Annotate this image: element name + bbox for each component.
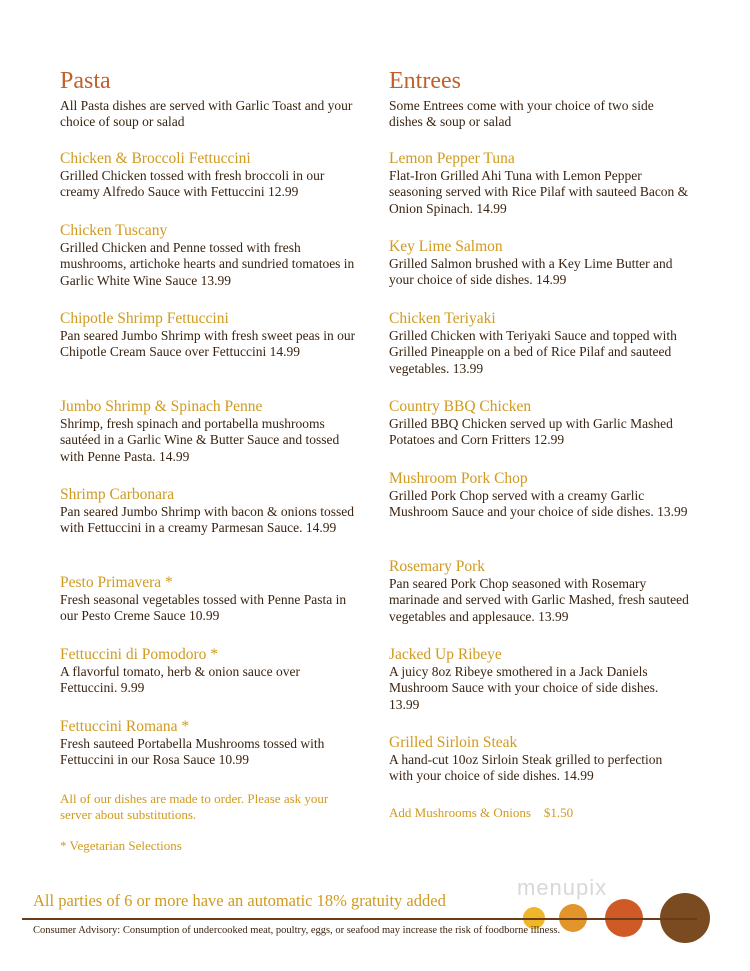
menu-item <box>389 398 689 449</box>
item-desc: A juicy 8oz Ribeye smothered in a Jack Daniels Mushroom Sauce with your choice of side dishes. 13.99 <box>389 664 659 712</box>
item-name: Key Lime Salmon <box>389 238 503 255</box>
item-desc: Pan seared Jumbo Shrimp with fresh sweet peas in our Chipotle Cream Sauce over Fettuccini 14.99 <box>60 328 356 360</box>
menu-item <box>389 238 689 289</box>
item-desc: Grilled Salmon brushed with a Key Lime Butter and your choice of side dishes. 14.99 <box>389 256 673 288</box>
entrees-title: Entrees <box>389 68 461 94</box>
menu-item <box>389 646 689 713</box>
item-desc: Grilled Chicken tossed with fresh broccoli in our creamy Alfredo Sauce with Fettuccini 12.99 <box>60 168 325 200</box>
item-name: Fettuccini Romana * <box>60 718 190 735</box>
menu-item <box>60 222 360 289</box>
menu-item <box>60 150 360 201</box>
item-desc: A flavorful tomato, herb & onion sauce over Fettuccini. 9.99 <box>60 664 300 696</box>
item-name: Fettuccini di Pomodoro * <box>60 646 219 663</box>
item-name: Chicken Teriyaki <box>389 310 496 327</box>
item-name: Mushroom Pork Chop <box>389 470 528 487</box>
item-name: Lemon Pepper Tuna <box>389 150 515 167</box>
item-desc: Grilled Chicken with Teriyaki Sauce and topped with Grilled Pineapple on a bed of Rice Pilaf and sauteed vegetables. 13.99 <box>389 328 677 376</box>
menu-item <box>60 486 360 537</box>
item-desc: Fresh seasonal vegetables tossed with Penne Pasta in our Pesto Creme Sauce 10.99 <box>60 592 347 624</box>
item-name: Chicken & Broccoli Fettuccini <box>60 150 251 167</box>
menu-item <box>60 310 360 361</box>
entrees-intro: Some Entrees come with your choice of two side dishes & soup or salad <box>389 98 654 129</box>
item-name: Grilled Sirloin Steak <box>389 734 518 751</box>
menu-item <box>389 150 689 217</box>
menu-item <box>60 646 360 697</box>
item-name: Shrimp Carbonara <box>60 486 175 503</box>
gratuity-notice: All parties of 6 or more have an automatic 18% gratuity added <box>33 891 446 910</box>
item-desc: Pan seared Pork Chop seasoned with Rosemary marinade and served with Garlic Mashed, fresh sauteed vegetables and applesauce. 13.99 <box>389 576 689 624</box>
item-desc: Pan seared Jumbo Shrimp with bacon & onions tossed with Fettuccini in a creamy Parmesan Sauce. 14.99 <box>60 504 354 536</box>
pasta-intro: All Pasta dishes are served with Garlic Toast and your choice of soup or salad <box>60 98 353 129</box>
item-desc: Grilled BBQ Chicken served up with Garlic Mashed Potatoes and Corn Fritters 12.99 <box>389 416 673 448</box>
footer-divider <box>22 918 697 920</box>
item-name: Pesto Primavera * <box>60 574 173 591</box>
menu-item <box>60 718 360 769</box>
item-name: Chicken Tuscany <box>60 222 168 239</box>
menu-item <box>60 398 360 465</box>
item-desc: Grilled Pork Chop served with a creamy Garlic Mushroom Sauce and your choice of side dishes. 13.99 <box>389 488 688 520</box>
item-desc: Fresh sauteed Portabella Mushrooms tossed with Fettuccini in our Rosa Sauce 10.99 <box>60 736 325 768</box>
item-name: Country BBQ Chicken <box>389 398 532 415</box>
item-name: Rosemary Pork <box>389 558 486 575</box>
pasta-column <box>60 66 360 130</box>
item-desc: Grilled Chicken and Penne tossed with fresh mushrooms, artichoke hearts and sundried tomatoes in Garlic White Wine Sauce 13.99 <box>60 240 355 288</box>
item-name: Jacked Up Ribeye <box>389 646 502 663</box>
item-name: Jumbo Shrimp & Spinach Penne <box>60 398 263 415</box>
menu-item <box>60 574 360 625</box>
item-desc: Shrimp, fresh spinach and portabella mushrooms sautéed in a Garlic Wine & Butter Sauce and tossed with Penne Pasta. 14.99 <box>60 416 340 464</box>
consumer-advisory: Consumer Advisory: Consumption of undercooked meat, poultry, eggs, or seafood may increase the risk of foodborne illness. <box>33 925 561 936</box>
item-desc: Flat-Iron Grilled Ahi Tuna with Lemon Pepper seasoning served with Rice Pilaf with sauteed Bacon & Onion Spinach. 14.99 <box>389 168 689 216</box>
substitution-note: All of our dishes are made to order. Please ask your server about substitutions. <box>60 791 329 822</box>
menu-item <box>389 558 689 625</box>
menu-item <box>389 470 689 521</box>
addon-note: Add Mushrooms & Onions $1.50 <box>389 805 574 820</box>
menu-item <box>389 310 689 377</box>
watermark: menupix <box>517 875 608 900</box>
menu-item <box>389 734 689 785</box>
item-desc: A hand-cut 10oz Sirloin Steak grilled to perfection with your choice of side dishes. 14.99 <box>389 752 663 784</box>
entrees-column <box>389 66 689 130</box>
item-name: Chipotle Shrimp Fettuccini <box>60 310 229 327</box>
vegetarian-note: * Vegetarian Selections <box>60 838 182 853</box>
pasta-title: Pasta <box>60 68 111 94</box>
